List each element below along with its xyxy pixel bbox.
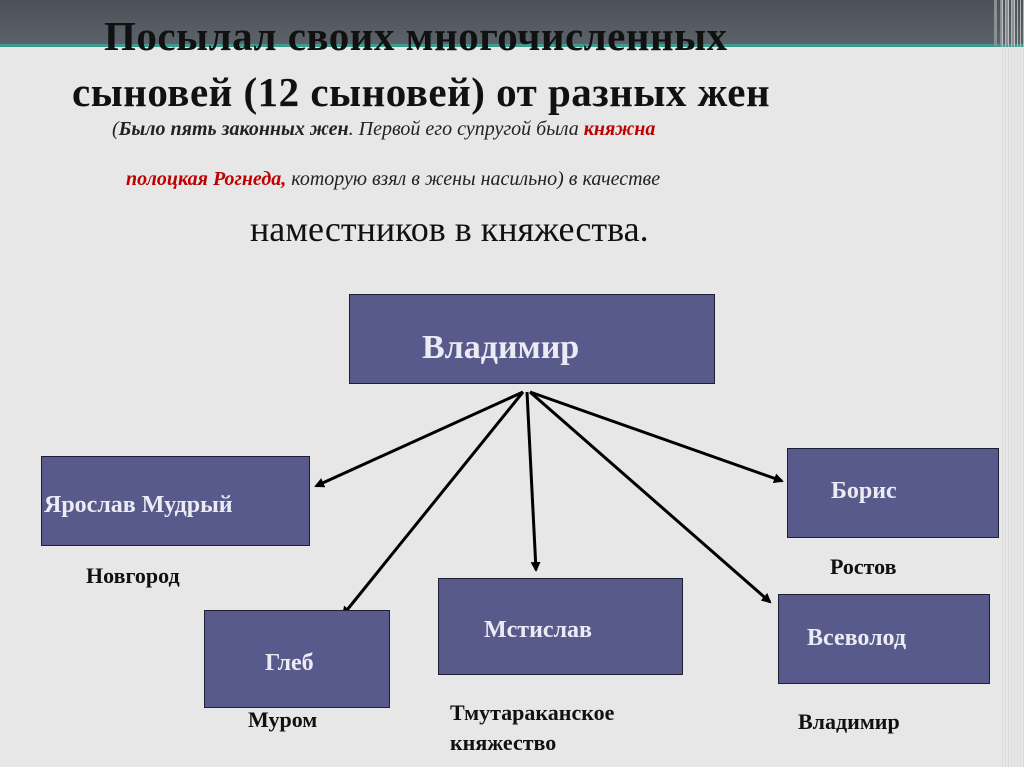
node-vladimir[interactable] <box>349 294 715 384</box>
node-boris[interactable] <box>787 448 999 538</box>
place-vladimir: Владимир <box>798 709 900 734</box>
place-murom: Муром <box>248 707 318 732</box>
arrow-to-mstislav <box>527 392 536 570</box>
node-gleb[interactable] <box>204 610 390 708</box>
place-rostov: Ростов <box>830 554 897 579</box>
node-boris-label: Борис <box>831 478 897 504</box>
node-yaroslav-label: Ярослав Мудрый <box>44 492 233 518</box>
note-red-text-1: княжна <box>583 118 656 140</box>
node-mstislav[interactable] <box>438 578 683 675</box>
note-open-paren: ( <box>112 118 119 140</box>
note-bold-text: Было пять законных жен <box>118 118 349 140</box>
note-end-text: которую взял в жены насильно) в качестве <box>286 168 661 190</box>
node-gleb-label: Глеб <box>265 650 314 676</box>
note-red-text-2: полоцкая Рогнеда, <box>126 168 287 190</box>
subtitle-line3: наместников в княжества. <box>250 209 649 249</box>
slide-title-line2: сыновей (12 сыновей) от разных жен <box>72 69 771 115</box>
node-vsevolod[interactable] <box>778 594 990 684</box>
place-tmutarakan-line1: Тмутараканское <box>450 700 615 725</box>
node-mstislav-label: Мстислав <box>484 617 592 643</box>
arrow-to-boris <box>530 392 782 481</box>
node-yaroslav[interactable] <box>41 456 310 546</box>
note-mid-text: . Первой его супругой была <box>348 118 584 140</box>
node-vladimir-label: Владимир <box>422 329 580 366</box>
arrow-to-vsevolod <box>530 392 770 602</box>
node-vsevolod-label: Всеволод <box>807 625 906 651</box>
arrow-to-yaroslav <box>316 392 523 486</box>
slide-title-line1: Посылал своих многочисленных <box>104 13 728 59</box>
place-novgorod: Новгород <box>86 563 180 588</box>
place-tmutarakan-line2: княжество <box>450 730 557 755</box>
